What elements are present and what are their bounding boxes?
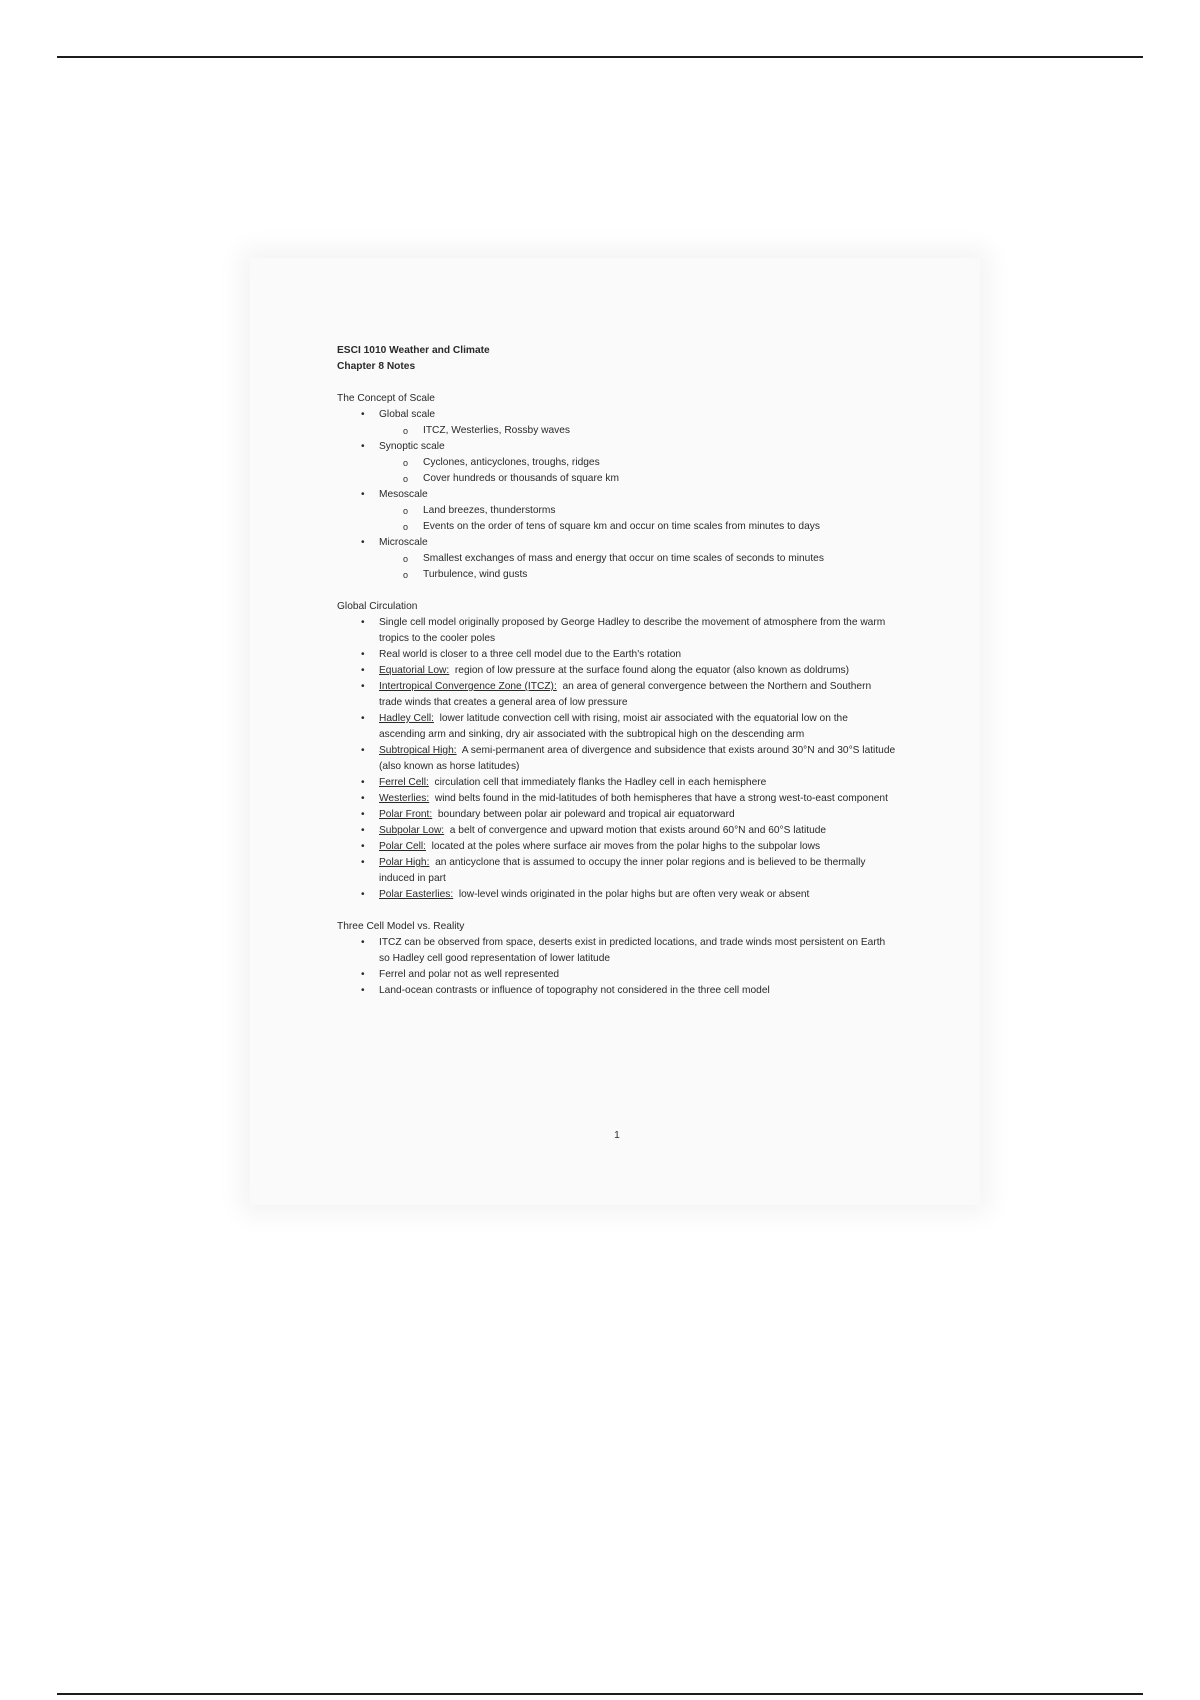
page-number: 1 [614,1130,620,1141]
definition-term: Polar Cell: [379,841,426,852]
sub-bullet-item: o Cyclones, anticyclones, troughs, ridges [337,455,897,471]
top-divider [57,56,1143,58]
bullet-text: A semi-permanent area of divergence and subsidence that exists around 30°N and 30°S latitude (also known as horse latitudes) [379,745,898,772]
bullet-item [337,935,897,967]
bullet-item [337,807,897,823]
bullet-text: Ferrel and polar not as well represented [379,969,560,980]
bullet-item [337,487,897,503]
bullet-item [337,855,897,887]
notes-section [337,391,897,583]
bullet-text: Synoptic scale [379,441,445,452]
bullet-text: Single cell model originally proposed by George Hadley to describe the movement of atmosphere from the warm tropics to the cooler poles [379,617,889,644]
sub-bullet-item: o Turbulence, wind gusts [337,567,897,583]
bullet-text: Microscale [379,537,428,548]
bullet-text: Mesoscale [379,489,428,500]
document-subtitle: Chapter 8 Notes [337,361,416,372]
bullet-text: an anticyclone that is assumed to occupy the inner polar regions and is believed to be thermally induced in part [379,857,869,884]
bullet-item [337,743,897,775]
definition-term: Subtropical High: [379,745,457,756]
document-sections [337,391,897,999]
bullet-item [337,535,897,551]
bullet-text: a belt of convergence and upward motion that exists around 60°N and 60°S latitude [444,825,827,836]
bullet-text: an area of general convergence between the Northern and Southern trade winds that creates a general area of low pressure [379,681,874,708]
bullet-text: Real world is closer to a three cell model due to the Earth's rotation [379,649,682,660]
bullet-item [337,967,897,983]
bullet-text: ITCZ can be observed from space, deserts exist in predicted locations, and trade winds most persistent on Earth so Hadley cell good representation of lower latitude [379,937,889,964]
bullet-item [337,887,897,903]
bullet-text: region of low pressure at the surface found along the equator (also known as doldrums) [449,665,850,676]
definition-term: Intertropical Convergence Zone (ITCZ): [379,681,557,692]
sub-bullet-item: o Events on the order of tens of square km and occur on time scales from minutes to days [337,519,897,535]
bullet-item [337,663,897,679]
section-heading: The Concept of Scale [337,393,435,404]
bullet-item [337,983,897,999]
bullet-list [337,615,897,903]
document-title: ESCI 1010 Weather and Climate [337,345,490,356]
bullet-item [337,615,897,647]
bullet-item [337,775,897,791]
definition-term: Ferrel Cell: [379,777,429,788]
bullet-text: Global scale [379,409,436,420]
bullet-text: low-level winds originated in the polar highs but are often very weak or absent [453,889,810,900]
bottom-divider [57,1693,1143,1695]
definition-term: Polar Easterlies: [379,889,454,900]
definition-term: Subpolar Low: [379,825,445,836]
sub-bullet-item: o Smallest exchanges of mass and energy that occur on time scales of seconds to minutes [337,551,897,567]
bullet-text: wind belts found in the mid-latitudes of both hemispheres that have a strong west-to-east component [429,793,888,804]
bullet-text: lower latitude convection cell with rising, moist air associated with the equatorial low on the ascending arm and sinking, dry air associated with the subtropical high on the descending arm [379,713,851,740]
bullet-text: located at the poles where surface air moves from the polar highs to the subpolar lows [426,841,821,852]
bullet-item [337,647,897,663]
section-heading: Global Circulation [337,601,418,612]
definition-term: Westerlies: [379,793,430,804]
sub-bullet-item: o ITCZ, Westerlies, Rossby waves [337,423,897,439]
bullet-list [337,407,897,583]
definition-term: Hadley Cell: [379,713,434,724]
bullet-text: boundary between polar air poleward and tropical air equatorward [432,809,735,820]
notes-section [337,599,897,903]
bullet-item [337,711,897,743]
sub-bullet-item: o Land breezes, thunderstorms [337,503,897,519]
notes-section [337,919,897,999]
bullet-text: Land-ocean contrasts or influence of topography not considered in the three cell model [379,985,770,996]
document-body [337,343,898,1141]
bullet-list [337,935,897,999]
section-heading: Three Cell Model vs. Reality [337,921,465,932]
definition-term: Polar High: [379,857,430,868]
bullet-item [337,823,897,839]
bullet-item [337,679,897,711]
bullet-item [337,839,897,855]
definition-term: Equatorial Low: [379,665,450,676]
bullet-text: circulation cell that immediately flanks the Hadley cell in each hemisphere [428,777,767,788]
sub-bullet-item: o Cover hundreds or thousands of square km [337,471,897,487]
definition-term: Polar Front: [379,809,433,820]
bullet-item [337,439,897,455]
bullet-item [337,407,897,423]
bullet-item [337,791,897,807]
